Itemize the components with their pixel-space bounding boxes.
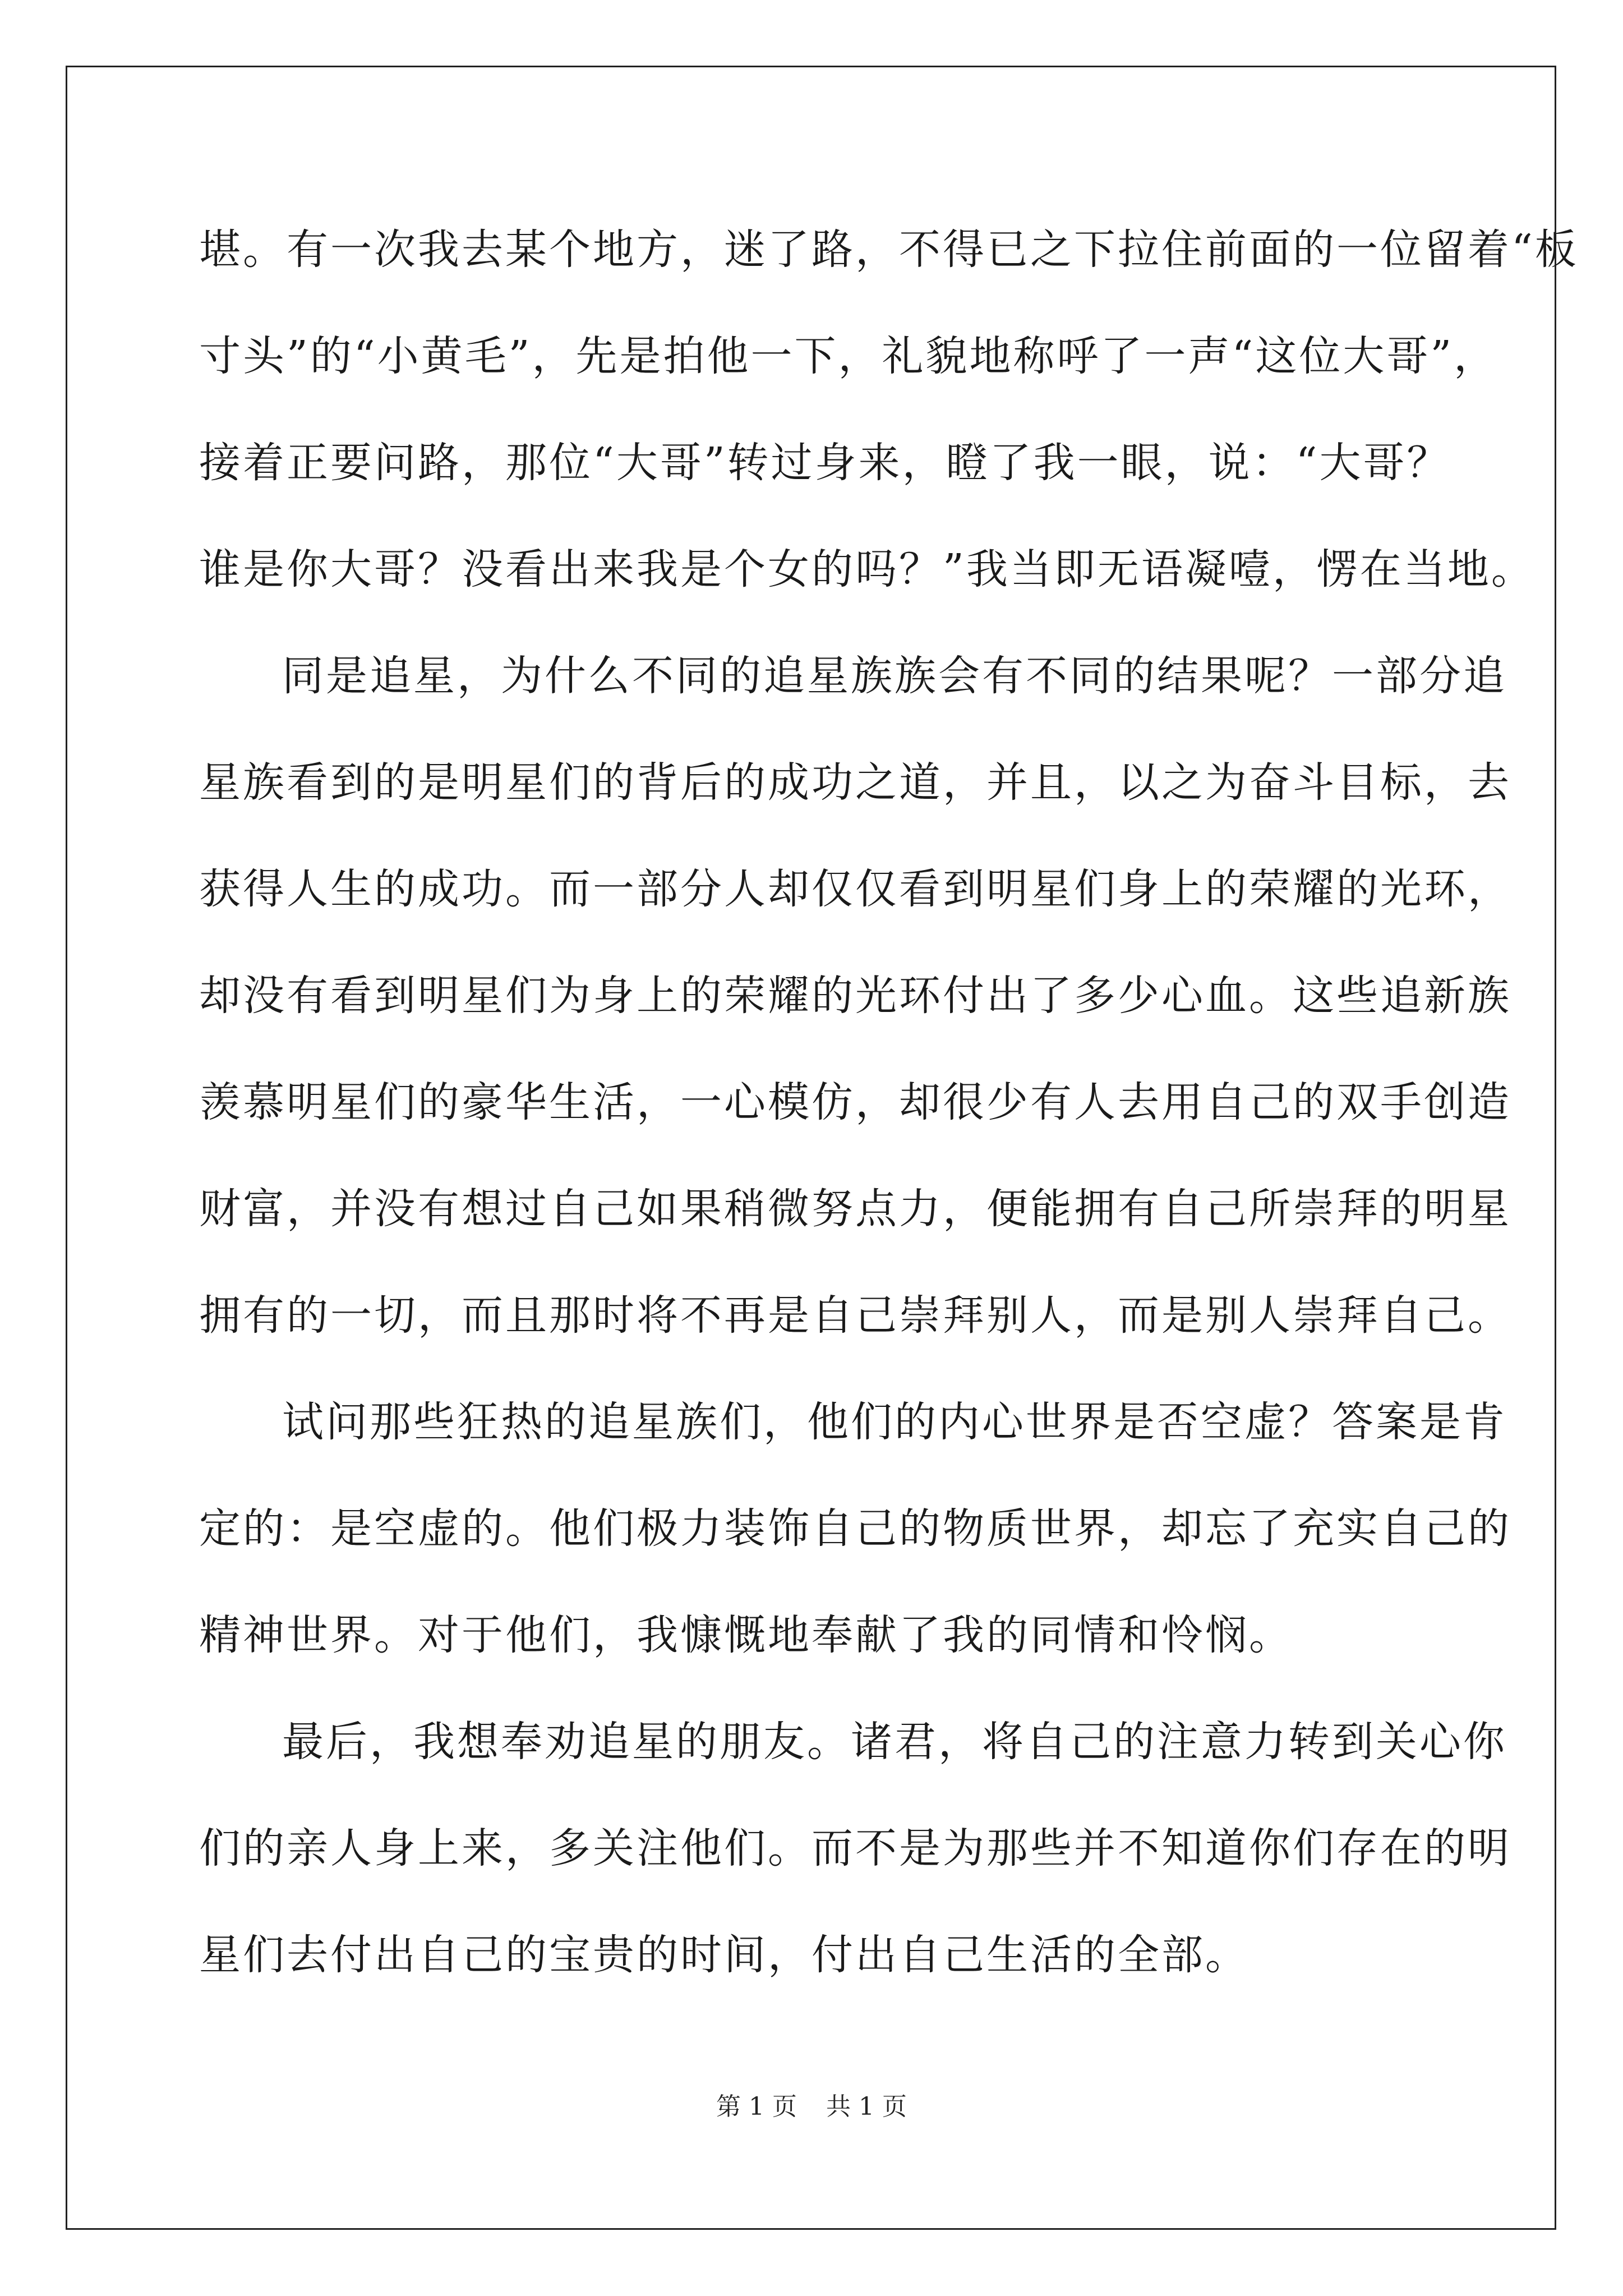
page-number: 第 1 页 <box>716 2092 797 2121</box>
text-line: 星们去付出自己的宝贵的时间，付出自己生活的全部。 <box>199 1931 1249 1979</box>
text-line: 财富，并没有想过自己如果稍微努点力，便能拥有自己所崇拜的明星 <box>199 1185 1511 1233</box>
paragraph-start-line: 试问那些狂热的追星族们，他们的内心世界是否空虚？答案是肯 <box>282 1398 1507 1446</box>
text-line: 寸头”的“小黄毛”，先是拍他一下，礼貌地称呼了一声“这位大哥”， <box>199 332 1498 380</box>
text-line: 谁是你大哥？没看出来我是个女的吗？”我当即无语凝噎，愣在当地。 <box>199 545 1535 593</box>
text-line: 堪。有一次我去某个地方，迷了路，不得已之下拉住前面的一位留着“板 <box>199 226 1579 274</box>
text-line: 接着正要问路，那位“大哥”转过身来，瞪了我一眼，说：“大哥？ <box>199 439 1451 487</box>
text-line: 羡慕明星们的豪华生活，一心模仿，却很少有人去用自己的双手创造 <box>199 1078 1511 1126</box>
page-total: 共 1 页 <box>826 2092 907 2121</box>
document-body <box>199 219 1579 2031</box>
page-footer <box>0 2090 1623 2124</box>
text-line: 星族看到的是明星们的背后的成功之道，并且，以之为奋斗目标，去 <box>199 758 1511 807</box>
paragraph-start-line: 最后，我想奉劝追星的朋友。诸君，将自己的注意力转到关心你 <box>282 1718 1507 1766</box>
paragraph-start-line: 同是追星，为什么不同的追星族族会有不同的结果呢？一部分追 <box>282 652 1507 700</box>
text-line: 获得人生的成功。而一部分人却仅仅看到明星们身上的荣耀的光环， <box>199 865 1511 913</box>
text-line: 却没有看到明星们为身上的荣耀的光环付出了多少心血。这些追新族 <box>199 972 1511 1020</box>
text-line: 定的：是空虚的。他们极力装饰自己的物质世界，却忘了充实自己的 <box>199 1504 1511 1553</box>
text-line: 们的亲人身上来，多关注他们。而不是为那些并不知道你们存在的明 <box>199 1824 1511 1872</box>
text-line: 精神世界。对于他们，我慷慨地奉献了我的同情和怜悯。 <box>199 1611 1293 1659</box>
text-line: 拥有的一切，而且那时将不再是自己崇拜别人，而是别人崇拜自己。 <box>199 1291 1511 1340</box>
